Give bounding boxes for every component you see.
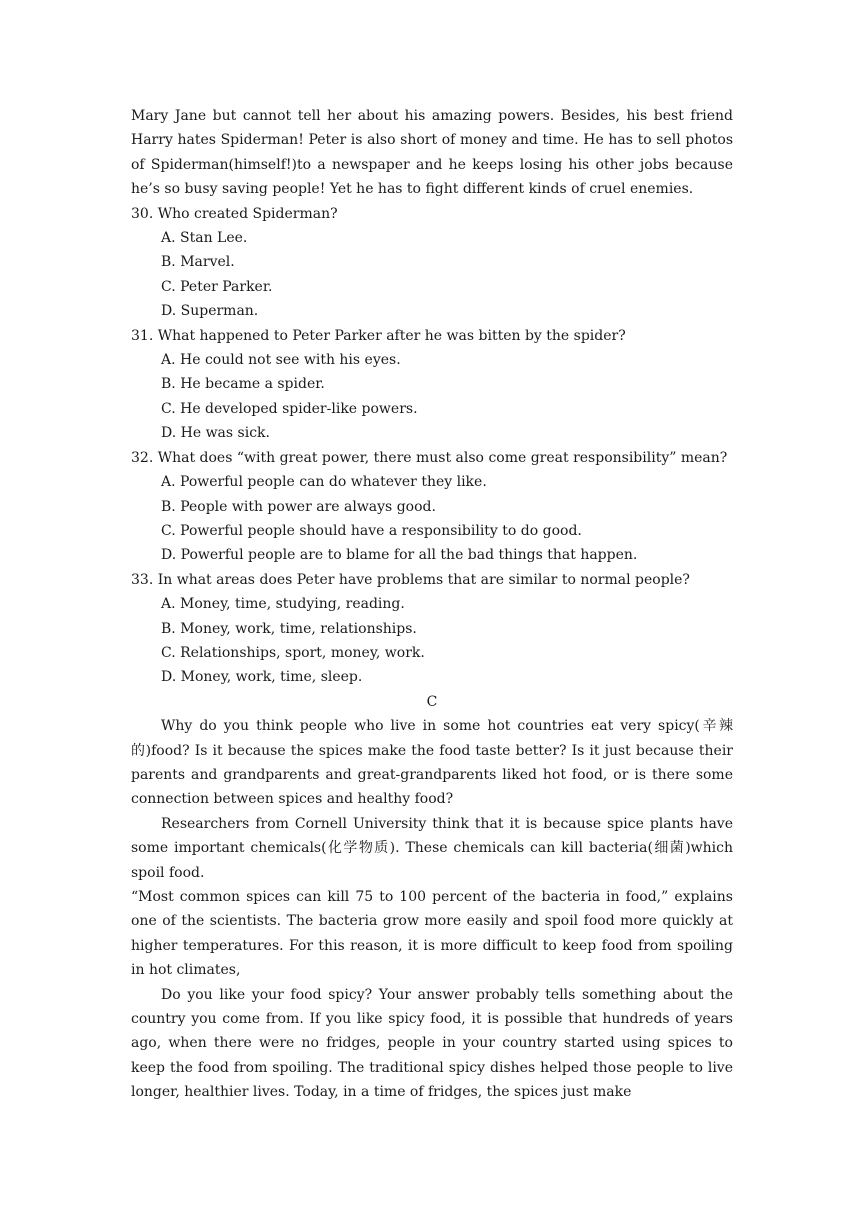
question-30 [131,202,733,324]
option-c: C. Relationships, sport, money, work. [161,644,425,661]
section-c-paragraph: Why do you think people who live in some hot countries eat very spicy(辛辣的)food? Is it because the spices make the food taste better? Is it just because their parents and grandparents and great-grandparents liked hot food, or is there some connection between spices and healthy food? [131,718,733,808]
question-32 [131,446,733,568]
question-stem: 33. In what areas does Peter have problems that are similar to normal people? [131,571,690,588]
question-stem: 31. What happened to Peter Parker after he was bitten by the spider? [131,327,626,344]
question-stem: 32. What does “with great power, there must also come great responsibility” mean? [131,449,728,466]
question-33 [131,568,733,690]
option-d: D. He was sick. [161,425,270,442]
option-a: A. Stan Lee. [161,230,248,247]
option-b: B. Money, work, time, relationships. [161,620,417,637]
option-a: A. Money, time, studying, reading. [161,596,405,613]
section-c-heading: C [426,693,438,710]
passage-b-ending: Mary Jane but cannot tell her about his amazing powers. Besides, his best friend Harry hates Spiderman! Peter is also short of money and time. He has to sell photos of Spiderman(himself!)to a newspaper and he keeps losing his other jobs because he’s so busy saving people! Yet he has to fight different kinds of cruel enemies. [131,108,733,198]
option-c: C. Powerful people should have a responsibility to do good. [161,522,582,539]
option-d: D. Money, work, time, sleep. [161,669,363,686]
question-stem: 30. Who created Spiderman? [131,205,338,222]
option-b: B. He became a spider. [161,376,325,393]
option-a: A. He could not see with his eyes. [161,352,401,369]
option-b: B. People with power are always good. [161,498,436,515]
section-c-paragraph: Do you like your food spicy? Your answer probably tells something about the country you come from. If you like spicy food, it is possible that hundreds of years ago, when there were no fridges, people in your country started using spices to keep the food from spoiling. The traditional spicy dishes helped those people to live longer, healthier lives. Today, in a time of fridges, the spices just make [131,986,733,1101]
option-c: C. Peter Parker. [161,278,273,295]
section-c-paragraph: “Most common spices can kill 75 to 100 percent of the bacteria in food,” explains one of the scientists. The bacteria grow more easily and spoil food more quickly at higher temperatures. For this reason, it is more difficult to keep food from spoiling in hot climates, [131,889,733,979]
document-page [131,104,733,1105]
option-a: A. Powerful people can do whatever they like. [161,474,487,491]
option-b: B. Marvel. [161,254,235,271]
option-d: D. Powerful people are to blame for all the bad things that happen. [161,547,638,564]
option-c: C. He developed spider-like powers. [161,400,418,417]
option-d: D. Superman. [161,303,259,320]
question-31 [131,324,733,446]
section-c-paragraph: Researchers from Cornell University think that it is because spice plants have some important chemicals(化学物质). These chemicals can kill bacteria(细菌)which spoil food. [131,815,733,881]
